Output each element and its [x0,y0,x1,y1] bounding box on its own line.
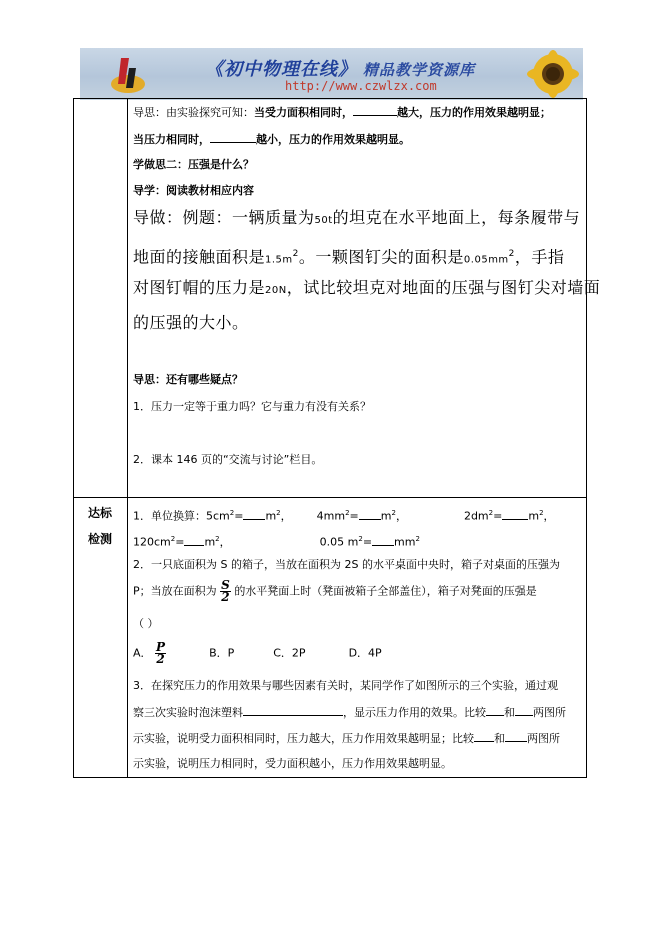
doubt-question-2: 2．课本 146 页的“交流与讨论”栏目。 [133,453,323,466]
example-line-3: 对图钉帽的压力是20N，试比较坦克对地面的压强与图钉尖对墙面 [133,278,601,297]
unit-conversion-line-1: 1．单位换算：$5cm^2= m^2$， $4mm^2= m^2$， $2dm^2= m^2$， [133,509,555,523]
fraction-p-over-2: $\frac{P}{2}$ [156,640,166,666]
unit-conversion-line-2: $120cm^2= m^2$， 0.05 $m^2= mm^2$ [133,535,420,549]
question3-line-2: 察三次实验时泡沫塑料 ，显示压力作用的效果。比较 和 两图所 [133,706,566,719]
lesson-table [73,98,587,778]
column-divider [127,98,128,778]
question2-options: A． $\frac{P}{2}$ B．P C．2P D．4P [133,640,382,666]
guide-line-1: 导思：由实验探究可知：当受力面积相同时， 越大，压力的作用效果越明显； [133,106,551,119]
question2-answer-blank: （ ） [133,617,159,630]
guide-line-2: 当压力相同时， 越小，压力的作用效果越明显。 [133,133,410,146]
question2-line-2: P；当放在面积为 $\frac{S}{2}$ 的水平凳面上时（凳面被箱子全部盖住），箱子对凳面的压强是 [133,578,537,604]
row-divider [73,497,587,498]
think2-heading: 学做思二：压强是什么？ [133,158,254,171]
example-line-1: 导做：例题：一辆质量为50t的坦克在水平地面上，每条履带与 [133,208,581,227]
example-line-2: 地面的接触面积是$1.5m^2$。一颗图钉尖的面积是$0.05mm^2$，手指 [133,247,565,267]
section-label-line2: 检测 [87,532,112,546]
sunflower-icon [513,48,581,100]
doubt-question-1: 1．压力一定等于重力吗？它与重力有没有关系？ [133,400,371,413]
section-label-line1: 达标 [87,506,112,520]
fraction-s-over-2: $\frac{S}{2}$ [221,578,230,604]
header-banner [80,48,583,100]
question3-line-4: 示实验，说明压力相同时，受力面积越小，压力作用效果越明显。 [133,757,452,770]
question3-line-1: 3．在探究压力的作用效果与哪些因素有关时，某同学作了如图所示的三个实验，通过观 [133,679,558,692]
banner-title: 《初中物理在线》 精品教学资源库 [205,59,476,80]
doubt-heading: 导思：还有哪些疑点？ [133,373,243,386]
banner-url: http://www.czwlzx.com [285,79,437,93]
learn-heading: 导学：阅读教材相应内容 [133,184,254,197]
example-line-4: 的压强的大小。 [133,313,249,332]
question2-line-1: 2．一只底面积为 S 的箱子，当放在面积为 2S 的水平桌面中央时，箱子对桌面的压强为 [133,558,560,571]
question3-line-3: 示实验，说明受力面积相同时，压力越大，压力作用效果越明显；比较 和 两图所 [133,732,560,745]
site-logo-icon [108,54,148,96]
